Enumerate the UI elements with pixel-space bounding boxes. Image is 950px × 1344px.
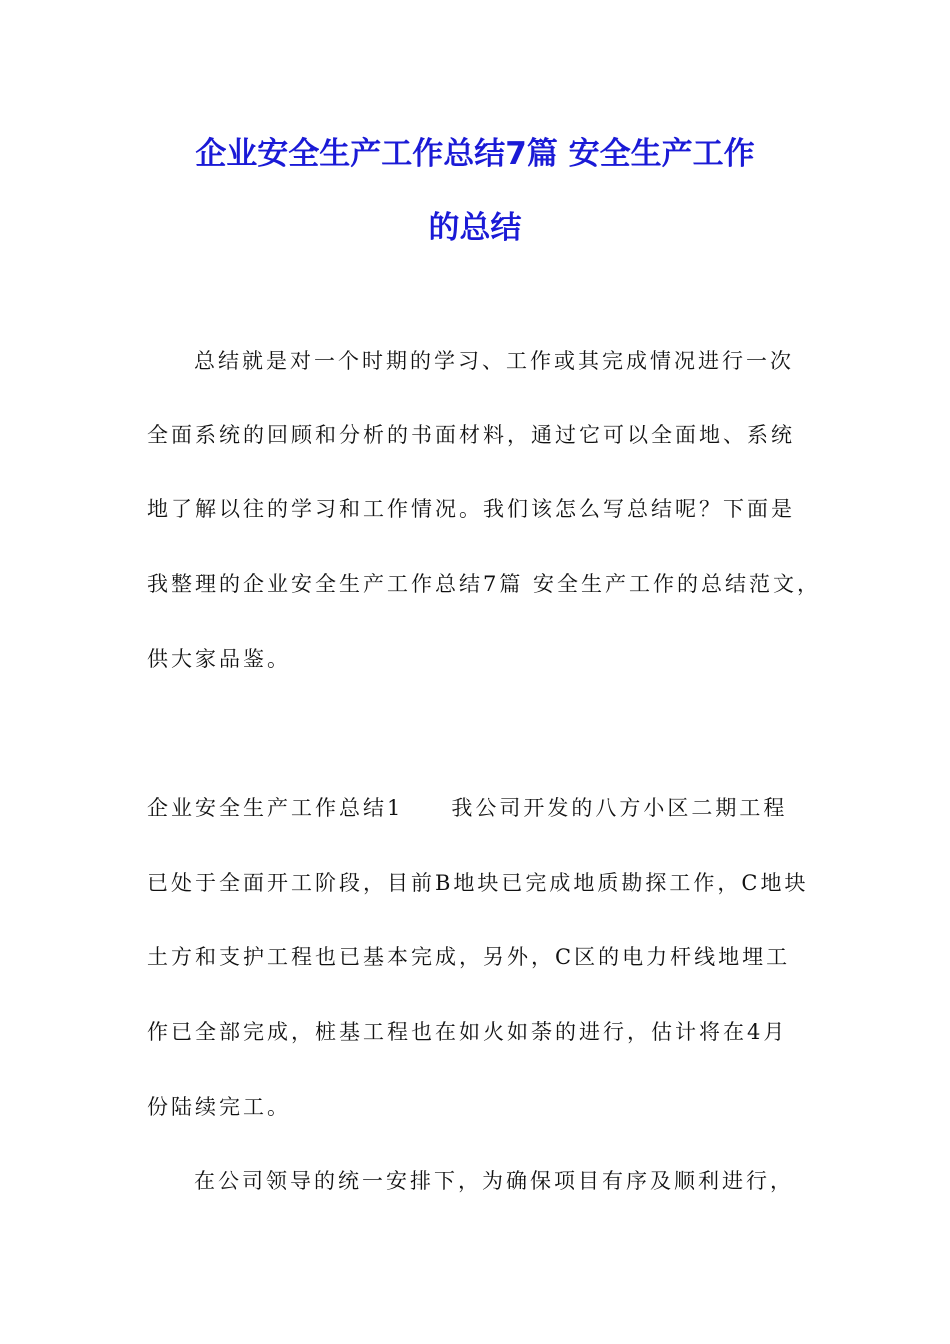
document-title-line-1: 企业安全生产工作总结7篇 安全生产工作 (195, 136, 755, 172)
section-1-line-3: 土方和支护工程也已基本完成，另外，C区的电力杆线地埋工 (147, 945, 791, 969)
section-1-line-2: 已处于全面开工阶段，目前B地块已完成地质勘探工作，C地块 (147, 871, 809, 895)
document-title-line-2: 的总结 (428, 210, 522, 246)
section-1-line-1: 企业安全生产工作总结1 我公司开发的八方小区二期工程 (147, 796, 788, 820)
intro-line-5: 供大家品鉴。 (147, 647, 291, 671)
section-1-line-4: 作已全部完成，桩基工程也在如火如荼的进行，估计将在4月 (147, 1020, 788, 1044)
intro-line-4: 我整理的企业安全生产工作总结7篇 安全生产工作的总结范文， (147, 572, 822, 596)
section-1-line-5: 份陆续完工。 (147, 1095, 291, 1119)
intro-line-1: 总结就是对一个时期的学习、工作或其完成情况进行一次 (194, 349, 794, 373)
intro-line-3: 地了解以往的学习和工作情况。我们该怎么写总结呢？下面是 (147, 497, 795, 521)
paragraph-2-line-1: 在公司领导的统一安排下，为确保项目有序及顺利进行， (194, 1169, 794, 1193)
intro-line-2: 全面系统的回顾和分析的书面材料，通过它可以全面地、系统 (147, 423, 795, 447)
